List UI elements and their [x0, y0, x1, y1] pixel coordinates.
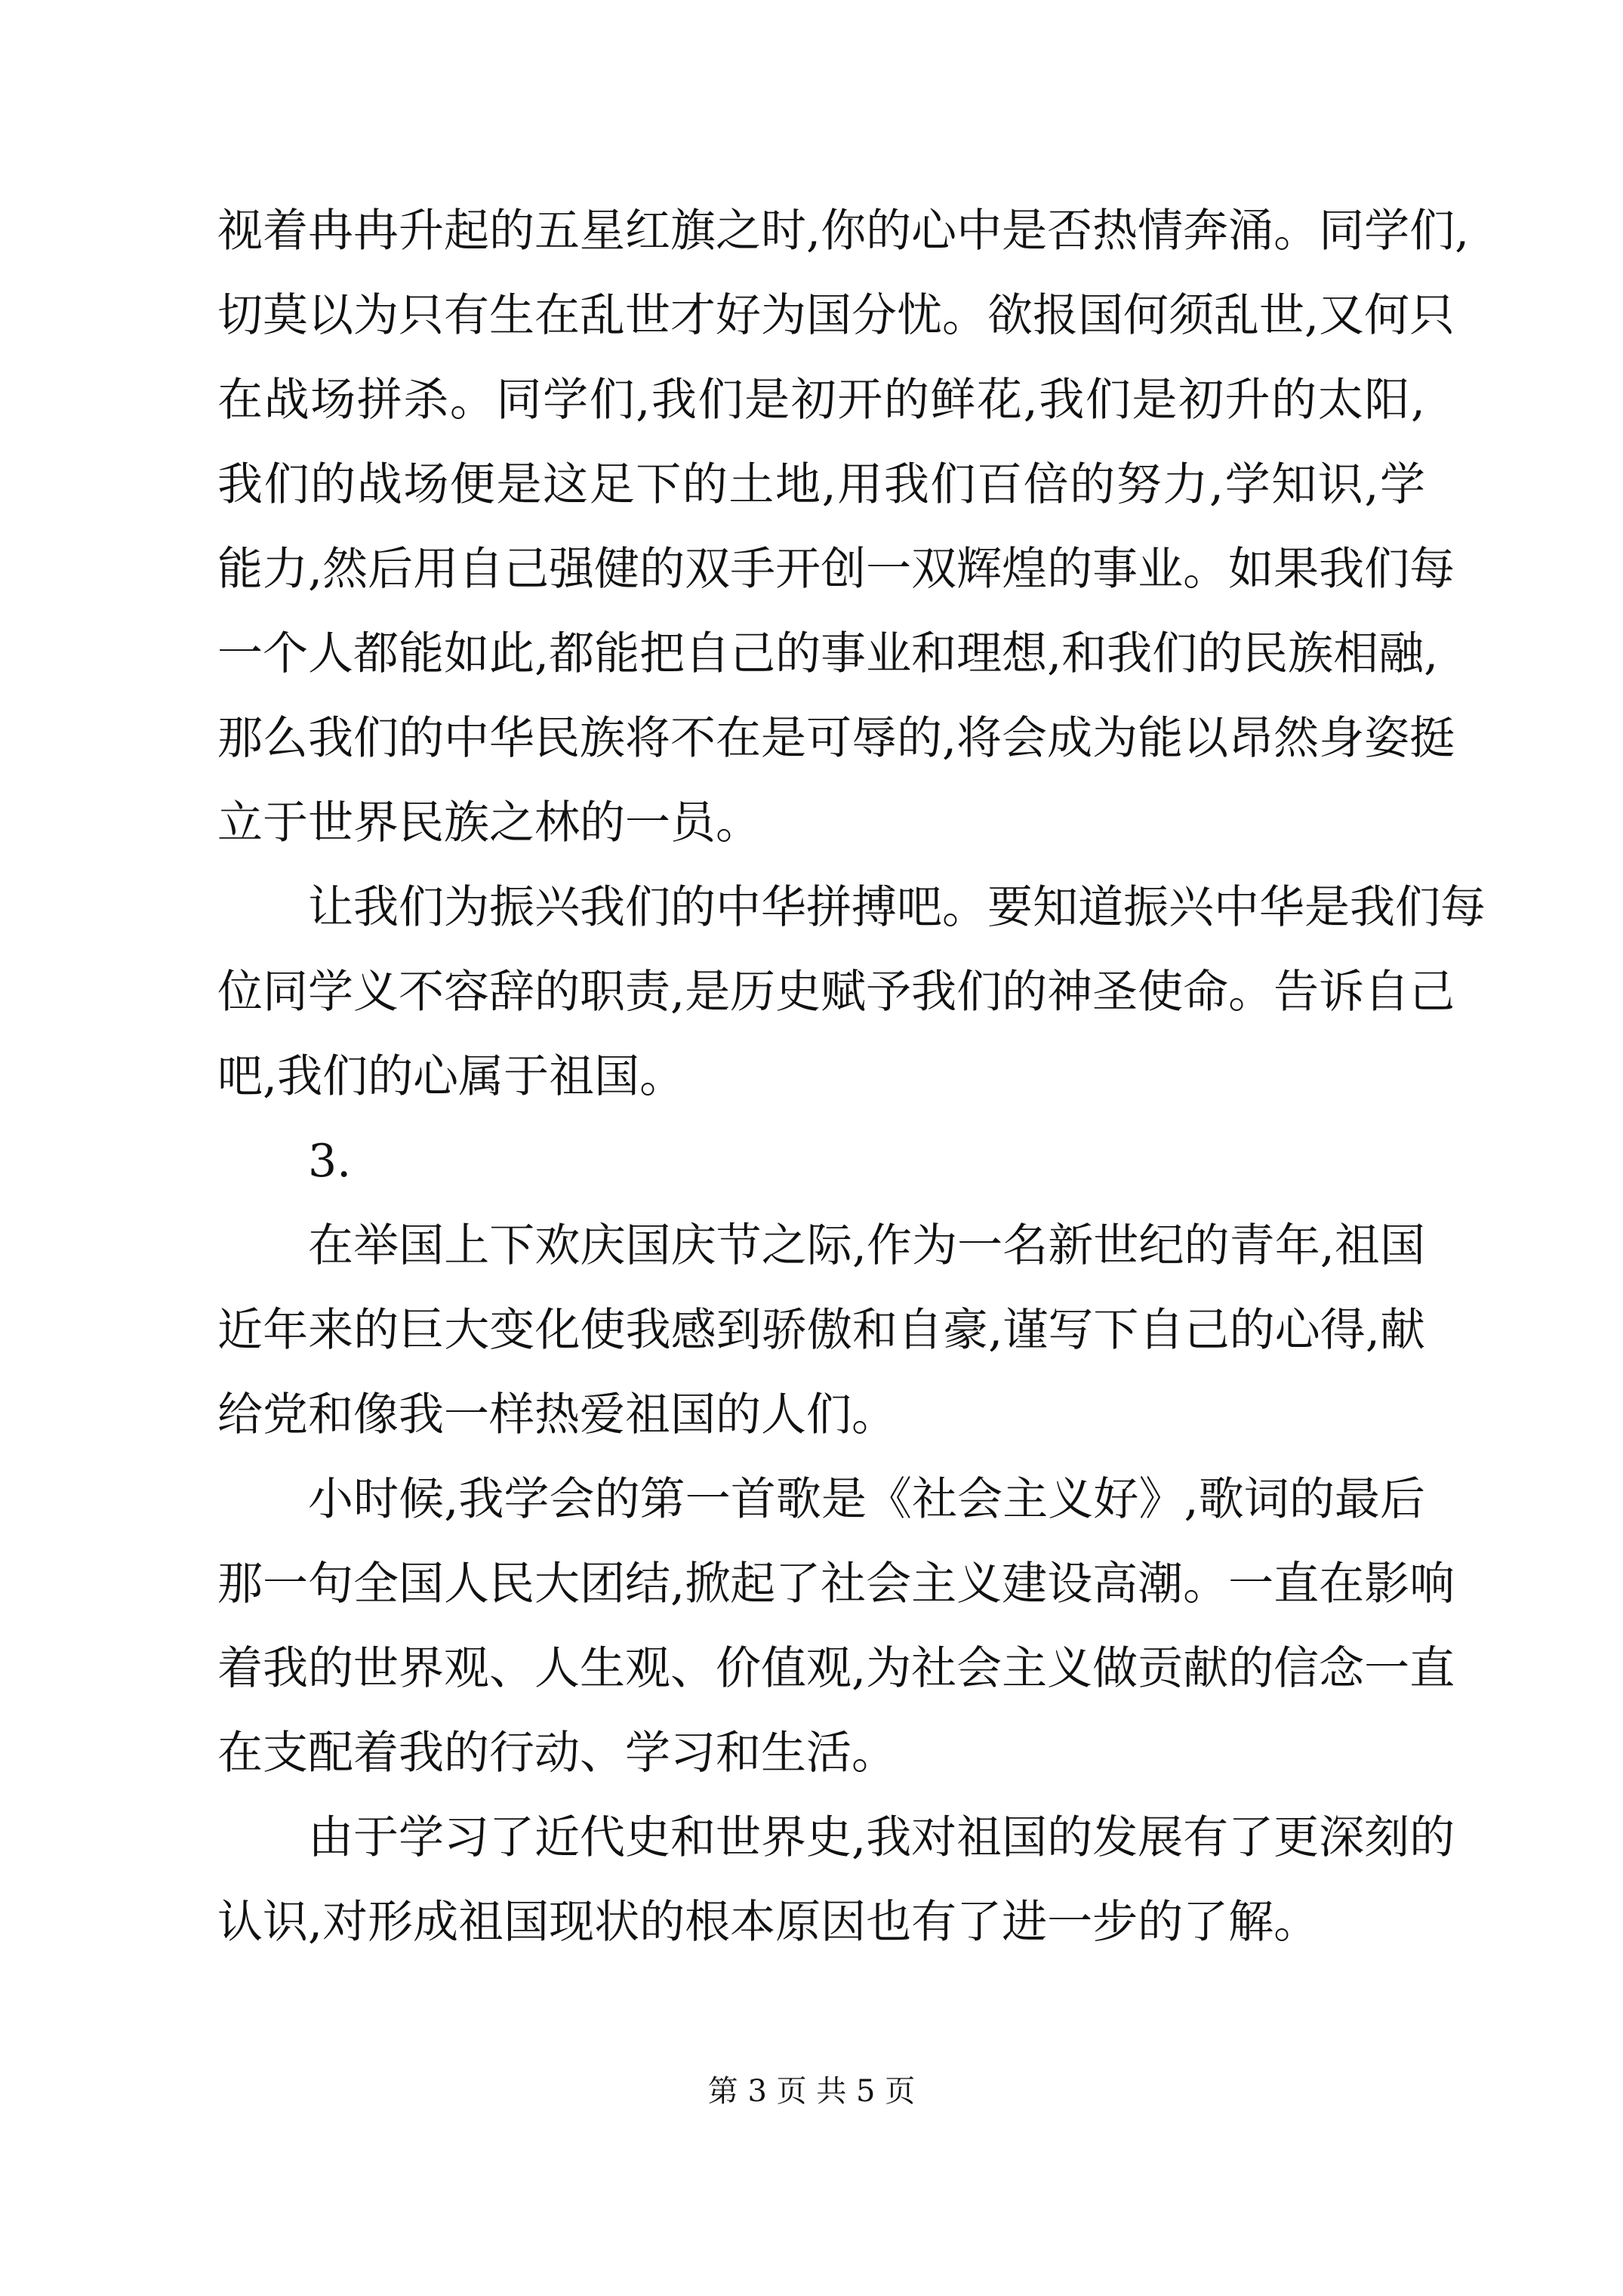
- text-line: 近年来的巨大变化使我感到骄傲和自豪,谨写下自己的心得,献: [217, 1304, 1425, 1357]
- text-line: 由于学习了近代史和世界史,我对祖国的发展有了更深刻的: [308, 1811, 1455, 1864]
- text-line: 在举国上下欢庆国庆节之际,作为一名新世纪的青年,祖国: [308, 1219, 1425, 1272]
- text-line: 在战场拼杀。同学们,我们是初开的鲜花,我们是初升的太阳,: [217, 374, 1425, 427]
- text-line: 让我们为振兴我们的中华拼搏吧。要知道振兴中华是我们每: [308, 881, 1486, 934]
- text-line: 认识,对形成祖国现状的根本原因也有了进一步的了解。: [217, 1896, 1320, 1949]
- text-line: 着我的世界观、人生观、价值观,为社会主义做贡献的信念一直: [217, 1642, 1455, 1695]
- page-footer: 第 3 页 共 5 页: [707, 2074, 916, 2109]
- text-line: 给党和像我一样热爱祖国的人们。: [217, 1388, 897, 1441]
- text-line: 吧,我们的心属于祖国。: [217, 1050, 685, 1103]
- text-line: 那么我们的中华民族将不在是可辱的,将会成为能以昂然身姿挺: [217, 712, 1455, 765]
- text-line: 我们的战场便是这足下的土地,用我们百倍的努力,学知识,学: [217, 458, 1425, 511]
- text-line: 在支配着我的行动、学习和生活。: [217, 1727, 897, 1780]
- text-line: 3.: [308, 1135, 352, 1188]
- text-line: 那一句全国人民大团结,掀起了社会主义建设高潮。一直在影响: [217, 1558, 1455, 1610]
- text-line: 立于世界民族之林的一员。: [217, 797, 761, 849]
- text-line: 切莫以为只有生在乱世才好为国分忧。欲报国何须乱世,又何只: [217, 289, 1455, 342]
- text-line: 视着冉冉升起的五星红旗之时,你的心中是否热情奔涌。同学们,: [217, 205, 1470, 257]
- text-line: 小时候,我学会的第一首歌是《社会主义好》,歌词的最后: [308, 1473, 1425, 1526]
- text-line: 位同学义不容辞的职责,是历史赋予我们的神圣使命。告诉自己: [217, 966, 1455, 1019]
- text-line: 一个人都能如此,都能把自己的事业和理想,和我们的民族相融,: [217, 627, 1439, 680]
- text-line: 能力,然后用自己强健的双手开创一双辉煌的事业。如果我们每: [217, 543, 1455, 596]
